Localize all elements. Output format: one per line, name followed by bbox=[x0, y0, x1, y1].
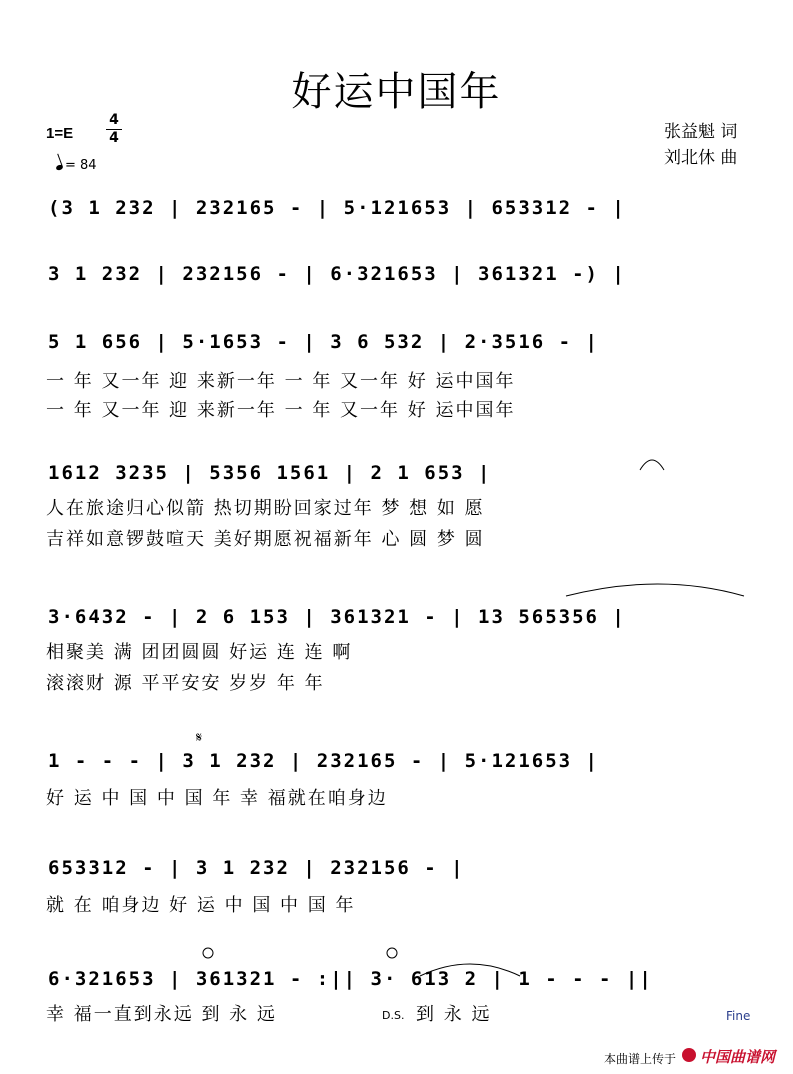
lyric-row-3-verse-2: 一 年 又一年 迎 来新一年 一 年 又一年 好 运中国年 bbox=[46, 400, 516, 421]
coda-sign bbox=[203, 948, 213, 958]
lyric-row-4-verse-2: 吉祥如意锣鼓喧天 美好期愿祝福新年 心 圆 梦 圆 bbox=[46, 529, 485, 550]
tail-lyric: 到 永 远 bbox=[416, 1004, 492, 1025]
coda-sign bbox=[387, 948, 397, 958]
score-row-8: 6·321653 | 361321 - :|| 3· 613 2 | 1 - - - || bbox=[48, 968, 653, 990]
lyric-row-5-verse-2: 滚滚财 源 平平安安 岁岁 年 年 bbox=[46, 673, 325, 694]
key-signature: 1=E bbox=[46, 125, 74, 142]
score-row-2: 3 1 232 | 232156 - | 6·321653 | 361321 -) | bbox=[48, 263, 626, 285]
slur-mark bbox=[420, 964, 520, 976]
lyric-row-3-verse-1: 一 年 又一年 迎 来新一年 一 年 又一年 好 运中国年 bbox=[46, 371, 516, 392]
footer-brand[interactable]: 中国曲谱网 bbox=[700, 1048, 776, 1066]
score-row-5: 3·6432 - | 2 6 153 | 361321 - | 13 565356 | bbox=[48, 606, 626, 628]
lyric-row-6: 好 运 中 国 中 国 年 幸 福就在咱身边 bbox=[46, 788, 388, 809]
slur-mark bbox=[566, 584, 744, 596]
lyric-row-4-verse-1: 人在旅途归心似箭 热切期盼回家过年 梦 想 如 愿 bbox=[46, 498, 485, 519]
segno-sign: 𝄋 bbox=[196, 730, 203, 746]
meter-bottom: 4 bbox=[109, 130, 119, 146]
score-row-6: 1 - - - | 3 1 232 | 232165 - | 5·121653 | bbox=[48, 750, 599, 772]
brand-logo-icon bbox=[682, 1048, 696, 1062]
score-row-3: 5 1 656 | 5·1653 - | 3 6 532 | 2·3516 - | bbox=[48, 331, 599, 353]
score-row-7: 653312 - | 3 1 232 | 232156 - | bbox=[48, 857, 465, 879]
tempo-value: = 84 bbox=[65, 158, 97, 173]
page-title: 好运中国年 bbox=[291, 69, 502, 115]
lyric-row-5-verse-1: 相聚美 满 团团圆圆 好运 连 连 啊 bbox=[46, 642, 353, 663]
score-row-4: 1612 3235 | 5356 1561 | 2 1 653 | bbox=[48, 462, 492, 484]
footer-upload-text: 本曲谱上传于 bbox=[604, 1052, 677, 1066]
fine-mark: Fine bbox=[726, 1009, 751, 1023]
lyricist-credit: 张益魁 词 bbox=[664, 122, 738, 142]
composer-credit: 刘北休 曲 bbox=[664, 148, 738, 168]
meter-top: 4 bbox=[109, 112, 119, 128]
lyric-row-8: 幸 福一直到永远 到 永 远 bbox=[46, 1004, 277, 1025]
score-row-1: (3 1 232 | 232165 - | 5·121653 | 653312 - | bbox=[48, 197, 626, 219]
dal-segno-mark: D.S. bbox=[382, 1009, 405, 1022]
slur-mark bbox=[640, 460, 664, 470]
lyric-row-7: 就 在 咱身边 好 运 中 国 中 国 年 bbox=[46, 895, 356, 916]
